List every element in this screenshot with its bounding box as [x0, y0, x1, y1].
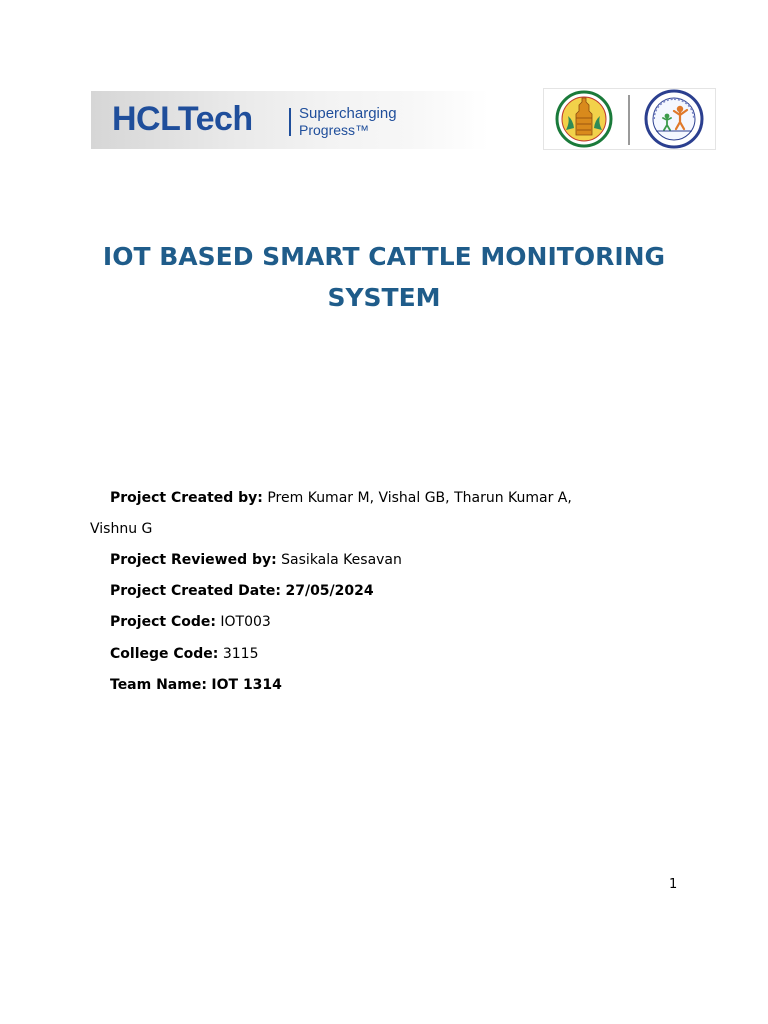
hcltech-logo-banner	[91, 91, 489, 149]
created-by-continuation	[90, 520, 152, 538]
tamil-nadu-emblem-icon	[546, 90, 622, 148]
document-title: IOT BASED SMART CATTLE MONITORING SYSTEM	[102, 242, 666, 312]
college-code-label: College Code:	[110, 646, 219, 662]
team-name-label: Team Name:	[110, 677, 207, 693]
created-date-line	[110, 582, 374, 600]
hcltech-tagline-line2: Progress™	[299, 122, 370, 138]
created-by-line	[110, 489, 572, 507]
created-date-value: 27/05/2024	[285, 583, 374, 599]
created-date-label: Project Created Date:	[110, 583, 282, 599]
project-code-line	[110, 613, 271, 631]
reviewed-by-value: Sasikala Kesavan	[281, 552, 402, 568]
reviewed-by-line	[110, 551, 402, 569]
created-by-value-continued: Vishnu G	[90, 521, 153, 537]
created-by-label: Project Created by:	[110, 490, 263, 506]
project-code-value: IOT003	[220, 614, 271, 630]
team-name-line	[110, 676, 282, 694]
created-by-value: Prem Kumar M, Vishal GB, Tharun Kumar A,	[267, 490, 572, 506]
college-code-line	[110, 645, 258, 663]
team-name-value: IOT 1314	[211, 677, 282, 693]
hcltech-tagline-line1: Supercharging	[299, 105, 397, 122]
college-code-value: 3115	[222, 646, 259, 662]
project-code-label: Project Code:	[110, 614, 216, 630]
hcltech-wordmark: HCLTech	[112, 100, 253, 138]
page-number: 1	[669, 877, 678, 892]
logo-divider	[289, 108, 291, 136]
reviewed-by-label: Project Reviewed by:	[110, 552, 277, 568]
skill-development-corporation-seal-icon	[634, 89, 714, 149]
logo-separator	[628, 95, 630, 145]
government-logos	[543, 88, 716, 150]
